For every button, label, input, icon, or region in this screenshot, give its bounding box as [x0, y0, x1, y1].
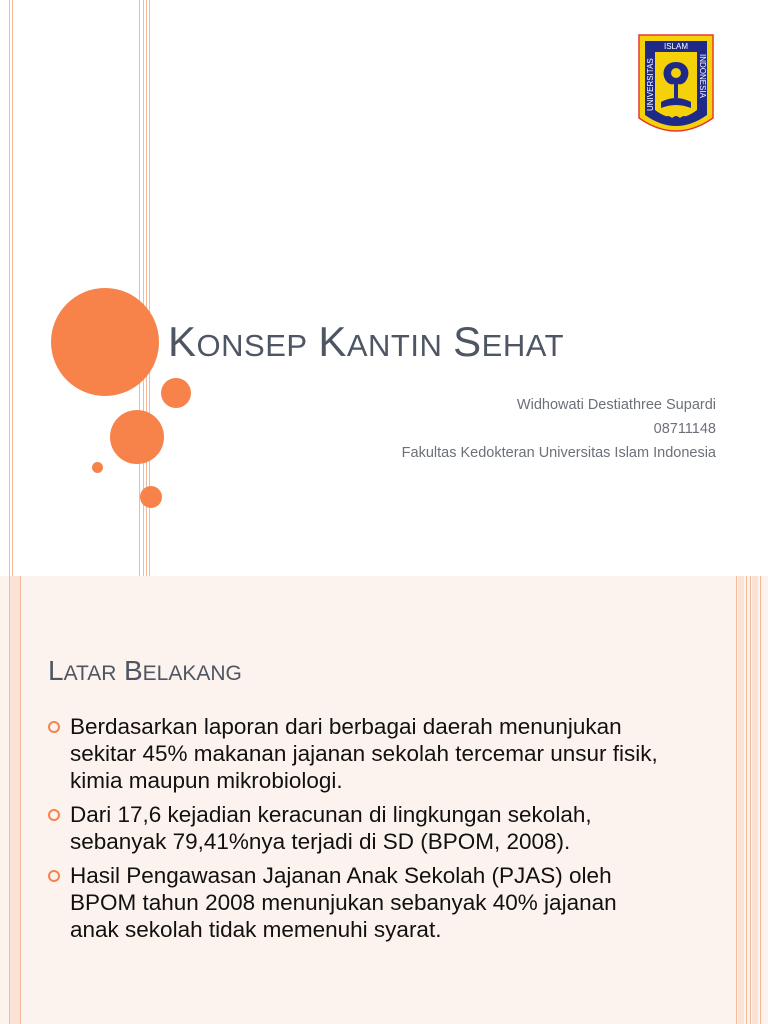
left-stripe-line — [12, 0, 13, 576]
logo-right-text: INDONESIA — [698, 54, 707, 99]
bullet-item: Dari 17,6 kejadian keracunan di lingkungan sekolah, sebanyak 79,41%nya terjadi di SD (BPOM, 2008). — [46, 801, 666, 855]
center-stripe-line — [139, 0, 140, 576]
left-stripe-line — [9, 576, 10, 1024]
right-stripe-line — [736, 576, 737, 1024]
institution: Fakultas Kedokteran Universitas Islam Indonesia — [401, 445, 716, 461]
logo-left-text: UNIVERSITAS — [646, 58, 655, 111]
bullet-ring-icon — [48, 870, 60, 882]
decorative-circle-small — [140, 486, 162, 508]
right-stripe-band — [738, 576, 744, 1024]
right-stripe-line — [750, 576, 751, 1024]
right-stripe-line — [746, 576, 747, 1024]
bullet-list — [46, 713, 666, 950]
slide-subtitle — [402, 393, 716, 465]
author-name: Widhowati Destiathree Supardi — [516, 397, 716, 413]
section-title: LATAR BELAKANG — [48, 655, 242, 686]
decorative-circle-tiny — [92, 462, 103, 473]
bullet-item: Hasil Pengawasan Jajanan Anak Sekolah (PJAS) oleh BPOM tahun 2008 menunjukan sebanyak 40% jajanan anak sekolah tidak memenuhi syarat. — [46, 862, 666, 943]
bullet-ring-icon — [48, 721, 60, 733]
slide-title: KONSEP KANTIN SEHAT — [168, 318, 565, 365]
student-id: 08711148 — [653, 421, 716, 437]
logo-top-text: ISLAM — [663, 42, 689, 51]
right-stripe-line — [760, 576, 761, 1024]
bullet-item: Berdasarkan laporan dari berbagai daerah menunjukan sekitar 45% makanan jajanan sekolah tercemar unsur fisik, kimia maupun mikrobiologi. — [46, 713, 666, 794]
left-stripe-line — [20, 576, 21, 1024]
right-stripe-band — [752, 576, 758, 1024]
decorative-circle-medium — [110, 410, 164, 464]
decorative-circle-large — [51, 288, 159, 396]
bullet-ring-icon — [48, 809, 60, 821]
decorative-circle-small — [161, 378, 191, 408]
university-logo — [636, 32, 716, 142]
left-stripe-line — [9, 0, 10, 576]
left-stripe-band — [10, 576, 20, 1024]
